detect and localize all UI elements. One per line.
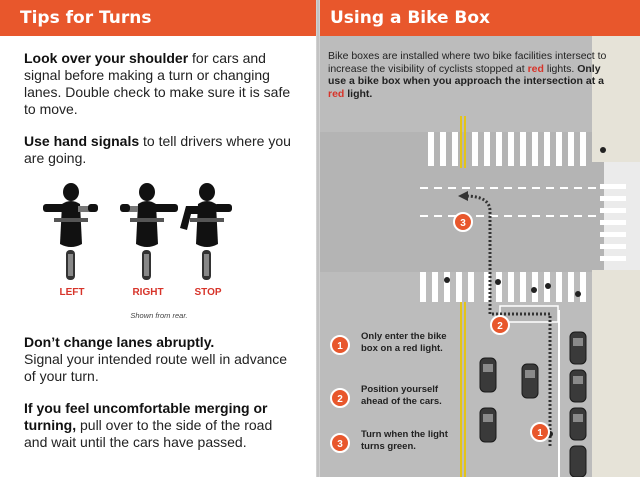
tip-lane-change: Don’t change lanes abruptly. Signal your intended route well in advance of your turn. [24,334,288,384]
step-3-text: Turn when the light turns green. [361,429,448,452]
label-stop: STOP [194,287,222,298]
bike-box-panel [320,0,640,477]
signals-caption: Shown from rear. [130,311,188,320]
step-1-text: Only enter the bike box on a red light. [361,331,447,354]
cyclist-stop-signal [176,182,240,282]
map-marker-3: 3 [460,218,466,229]
tip-hand-signals: Use hand signals to tell drivers where you are going. [24,133,291,166]
map-marker-2: 2 [497,321,503,332]
step-3-number: 3 [330,433,350,453]
bike-box-intro: Bike boxes are installed where two bike facilities intersect to increase the visibility of cyclists stopped at red lights. Only use a bike box when you approach the intersection at a red light. [328,50,607,100]
step-1-number: 1 [330,335,350,355]
map-marker-1: 1 [537,428,543,439]
tip-shoulder-check: Look over your shoulder for cars and signal before making a turn or changing lanes. Double check to make sure it is safe to move. [24,50,291,117]
step-1 [330,331,455,371]
cyclist-left-signal [40,182,104,282]
tips-for-turns-panel [0,0,318,477]
tip-merging: If you feel uncomfortable merging or turning, pull over to the side of the road and wait until the cars have passed. [24,400,273,450]
step-2 [330,384,455,424]
label-left: LEFT [59,287,85,298]
step-2-number: 2 [330,388,350,408]
step-3 [330,429,455,469]
bike-box-header: Using a Bike Box [320,0,640,36]
cyclist-right-signal [116,182,180,282]
label-right: RIGHT [132,287,164,298]
tips-header: Tips for Turns [0,0,318,36]
step-2-text: Position yourself ahead of the cars. [361,384,442,407]
